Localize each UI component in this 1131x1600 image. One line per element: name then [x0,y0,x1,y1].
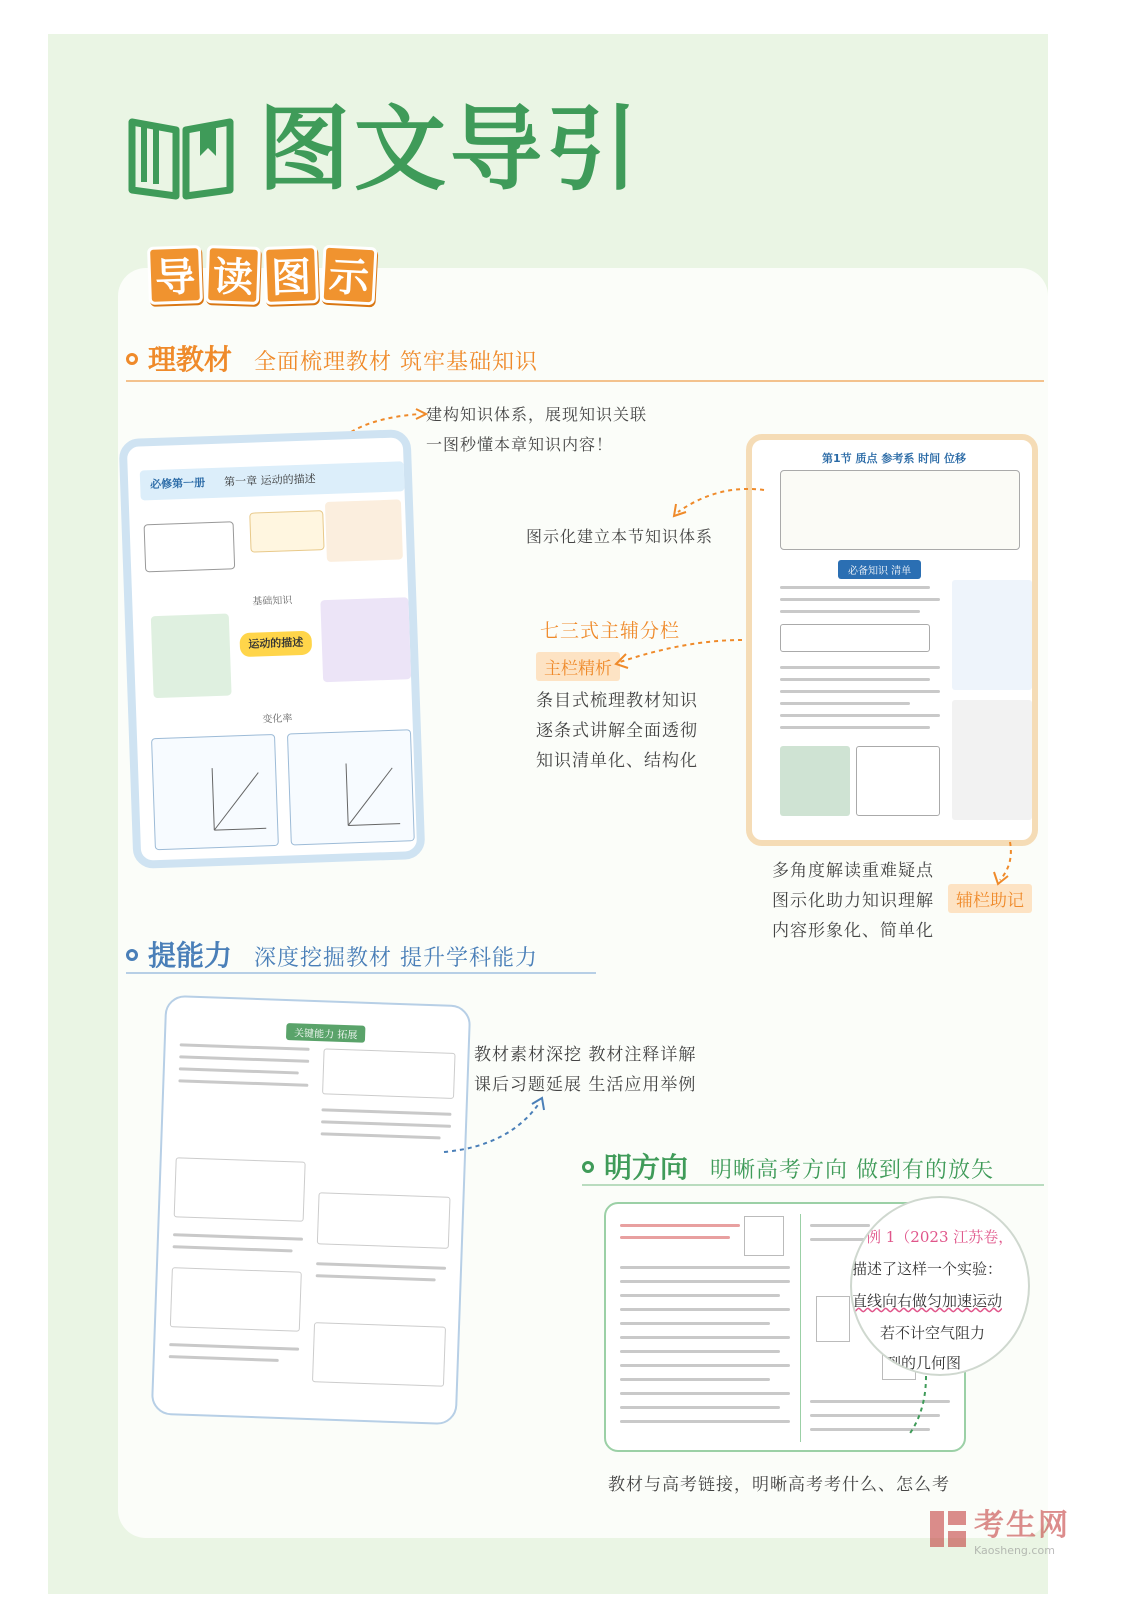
dashed-arrow-icon [668,484,768,524]
text-line [620,1336,790,1339]
section-heading-textbook [126,338,538,378]
diagram-panel [780,470,1020,550]
diagram-box [856,746,940,816]
text-line [780,702,910,705]
branch-label: 变化率 [262,713,293,726]
diagram-box [170,1267,302,1332]
diagram-box [174,1157,306,1222]
text-line [620,1280,790,1283]
badge-char: 图 [263,245,319,305]
diagram-box [317,1192,451,1249]
text-line [173,1233,303,1241]
page-title: 图文导引 [258,96,643,203]
diagram-box [780,624,930,652]
side-column-tag: 辅栏助记 [948,884,1032,913]
text-line [780,586,930,589]
diagram-box [322,1048,456,1099]
text-line [620,1236,730,1239]
section-heading-direction [582,1146,994,1186]
lens-line: 直线向右做匀加速运动 [852,1292,1003,1310]
lens-line: 到的几何图 [886,1354,962,1372]
point-line: 逐条式讲解全面透彻 [536,721,698,741]
point-line: 多角度解读重难疑点 [772,861,934,881]
callout-line: 课后习题延展 生活应用举例 [474,1075,697,1095]
callout-ability [474,1040,696,1100]
page-tag: 关键能力 拓展 [286,1023,366,1043]
text-line [321,1108,451,1116]
section-page-preview [746,434,1038,846]
branch-label: 基础知识 [252,595,293,608]
text-line [169,1355,279,1362]
lens-line: 描述了这样一个实验： [852,1260,1003,1278]
badge-char: 示 [321,245,378,306]
main-column-points [536,686,698,776]
section-heading-text: 理教材 [148,343,233,376]
text-line [179,1055,309,1063]
text-line [780,678,930,681]
badge-char: 导 [147,245,203,305]
dashed-arrow-icon [896,1372,936,1442]
dashed-arrow-icon [606,636,746,672]
text-line [169,1343,299,1351]
section-subtitle: 全面梳理教材 筑牢基础知识 [254,350,539,375]
mindmap-box [144,521,236,572]
side-illustration [952,700,1032,820]
dashed-arrow-icon [440,1094,550,1158]
side-note-panel [952,580,1032,690]
text-line [179,1067,299,1074]
ability-page-preview [151,995,471,1425]
text-line [620,1266,790,1269]
badge-char: 读 [205,245,261,305]
point-line: 条目式梳理教材知识 [536,691,698,711]
section-divider [126,380,1044,382]
text-line [810,1224,870,1227]
section-divider [582,1184,1044,1186]
callout-line: 建构知识体系，展现知识关联 [426,405,648,424]
mindmap-box [249,510,324,553]
point-line: 内容形象化、简单化 [772,921,934,941]
lens-line: 例 1（2023 江苏卷， [866,1228,1014,1246]
line-graph-icon [342,758,404,830]
text-line [780,714,940,717]
text-line [316,1262,446,1270]
text-line [780,726,930,729]
text-line [780,598,940,601]
text-line [780,690,940,693]
text-line [780,610,920,613]
graph-box [816,1296,850,1342]
text-line [620,1364,790,1367]
text-line [620,1378,770,1381]
side-column-points [772,856,934,946]
text-line [321,1132,441,1139]
column-divider [800,1214,801,1442]
callout-knowledge-system [426,400,647,460]
text-line [620,1420,790,1423]
photo-placeholder [780,746,850,816]
text-line [321,1120,451,1128]
section-heading-ability [126,934,538,974]
center-node: 运动的描述 [239,631,312,657]
callout-section-system: 图示化建立本节知识体系 [526,527,714,546]
section-badge [148,246,376,304]
exam-link-caption: 教材与高考链接，明晰高考考什么、怎么考 [608,1475,950,1495]
text-line [620,1224,740,1227]
watermark-site: Kaosheng.com [974,1544,1055,1557]
text-line [180,1043,310,1051]
mindmap-box [325,499,403,562]
text-line [620,1350,780,1353]
text-line [620,1322,770,1325]
column-title: 七三式主辅分栏 [540,620,681,642]
section-subtitle: 深度挖掘教材 提升学科能力 [254,946,539,971]
magnifier-lens [850,1196,1030,1376]
mindmap-box [320,597,411,682]
logo-icon [928,1509,968,1549]
dashed-arrow-icon [980,840,1020,888]
bullet-icon [582,1161,594,1173]
mindmap-page-preview [119,429,426,869]
bullet-icon [126,949,138,961]
diagram-box [312,1322,446,1387]
bullet-icon [126,353,138,365]
section-heading-text: 明方向 [604,1151,689,1184]
section-divider [126,972,596,974]
callout-line: 一图秒懂本章知识内容！ [426,435,614,454]
main-column-tag: 主栏精析 [536,652,620,681]
lens-line: 若不计空气阻力 [880,1324,986,1342]
text-line [620,1406,780,1409]
text-line [780,666,940,669]
line-graph-icon [208,762,270,834]
chapter-label: 第一章 运动的描述 [223,472,316,489]
mindmap-box [151,613,232,698]
book-label: 必修第一册 [149,476,206,492]
text-line [620,1392,790,1395]
point-line: 知识清单化、结构化 [536,751,698,771]
text-line [620,1294,780,1297]
watermark [928,1500,1070,1557]
text-line [173,1245,293,1252]
text-line [178,1079,308,1087]
section-heading-text: 提能力 [148,939,233,972]
text-line [316,1274,436,1281]
watermark-text: 考生网 [974,1508,1070,1543]
point-line: 图示化助力知识理解 [772,891,934,911]
open-book-icon [126,112,236,202]
diagram-box [744,1216,784,1256]
text-line [620,1308,790,1311]
section-title: 第1节 质点 参考系 时间 位移 [822,452,966,465]
section-subtitle: 明晰高考方向 做到有的放矢 [710,1158,995,1183]
callout-line: 教材素材深挖 教材注释详解 [474,1045,697,1065]
list-tag: 必备知识 清单 [838,560,921,579]
